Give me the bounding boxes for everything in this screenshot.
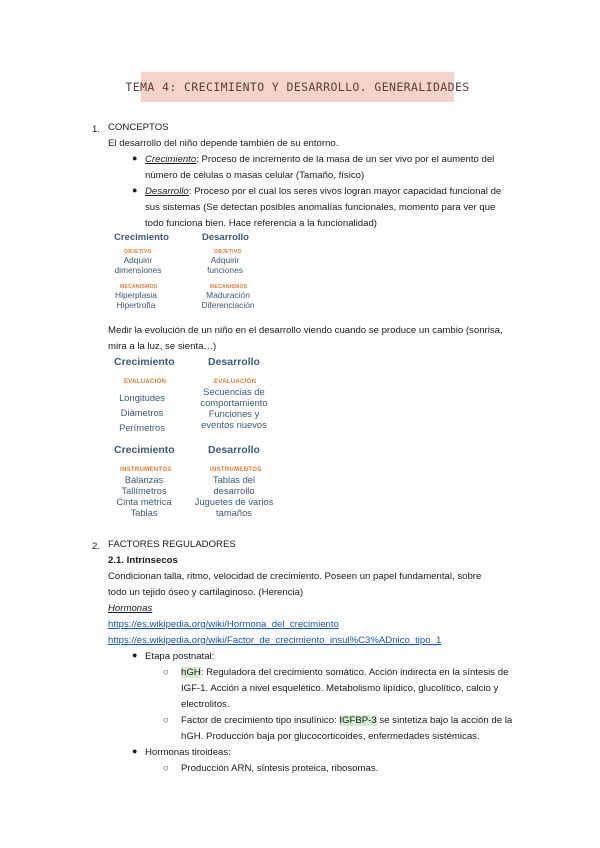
diagram-head-crecimiento: Crecimiento (114, 356, 175, 368)
diagram-line: Hiperplasia (115, 290, 157, 300)
diagram-tag: OBJETIVO (214, 249, 242, 255)
diagram-objetivo-mecanismos (112, 230, 282, 318)
diagram-cell (112, 290, 160, 310)
diagram-tag: MECANISMOS (210, 284, 248, 290)
bullet-desarrollo (145, 184, 501, 200)
bullet-icon: ● (132, 650, 138, 660)
def-line: todo funciona bien. Hace referencia a la funcionalidad) (145, 218, 378, 229)
bullet-crecimiento (145, 152, 494, 168)
term-sep: : (196, 154, 199, 165)
diagram-tag: INSTRUMENTOS (120, 467, 172, 473)
paragraph: Condicionan talla, ritmo, velocidad de crecimiento. Poseen un papel fundamental, sobre (108, 571, 482, 582)
diagram-cell (112, 390, 172, 435)
term-sep: : (188, 186, 192, 197)
def-line: sus sistemas (Se detectan posibles anomalías funcionales, momento para ver que (145, 202, 496, 213)
hgh-line (181, 665, 508, 681)
bullet-icon: ● (132, 746, 138, 756)
diagram-line: Cinta métrica (116, 496, 172, 507)
diagram-line: Diámetros (120, 407, 164, 418)
diagram-cell (112, 474, 176, 518)
diagram-line: Funciones y (208, 408, 260, 419)
paragraph: todo un tejido óseo y cartilaginoso. (Herencia) (108, 587, 304, 598)
def-line: número de células o masas celular (Tamaño, físico) (145, 170, 365, 181)
diagram-cell (198, 386, 270, 430)
diagram-line: Secuencias de (203, 386, 265, 397)
measure-text: mira a la luz, se sienta…) (108, 341, 217, 352)
section-heading: FACTORES REGULADORES (108, 539, 236, 550)
arn-text: Producción ARN, síntesis proteica, ribosomas. (181, 763, 379, 774)
title-banner (125, 72, 470, 102)
measure-text: Medir la evolución de un niño en el desarrollo viendo cuando se produce un cambio (sonrisa, (108, 325, 503, 336)
bullet-icon: ● (132, 185, 138, 195)
circle-bullet-icon: ○ (163, 763, 169, 774)
section-number: 2. (92, 541, 101, 552)
diagram-line: Perímetros (119, 422, 165, 433)
diagram-head-crecimiento: Crecimiento (114, 232, 169, 243)
diagram-line: tamaños (216, 507, 252, 518)
diagram-line: Diferenciación (201, 300, 255, 310)
diagram-tag: EVALUACIÓN (124, 379, 167, 385)
page-title: TEMA 4: CRECIMIENTO Y DESARROLLO. GENERALIDADES (125, 80, 470, 94)
diagram-line: comportamiento (200, 397, 268, 408)
diagram-head-desarrollo: Desarrollo (202, 232, 249, 243)
diagram-tag: EVALUACIÓN (214, 379, 257, 385)
hgh-text: electrolitos. (181, 699, 230, 710)
def-line: Proceso por el cual los seres vivos logran mayor capacidad funcional de (191, 186, 502, 197)
igf-text: se sintetiza bajo la acción de la (376, 715, 513, 726)
igf-line (181, 713, 512, 729)
diagram-line: dimensiones (114, 265, 162, 275)
term-crecimiento: Crecimiento (145, 154, 197, 165)
diagram-head-crecimiento: Crecimiento (114, 444, 175, 456)
diagram-head-desarrollo: Desarrollo (208, 356, 260, 368)
hgh-text: IGF-1. Acción a nivel esquelético. Metabolismo lipídico, glucolítico, calcio y (181, 683, 499, 694)
hormonas-label: Hormonas (108, 603, 153, 614)
diagram-head-desarrollo: Desarrollo (208, 444, 260, 456)
section-number: 1. (92, 124, 101, 135)
diagram-line: eventos nuevos (201, 419, 267, 430)
subsection-heading: 2.1. Intrínsecos (108, 555, 178, 566)
tiroideas-label: Hormonas tiroideas: (145, 747, 231, 758)
def-line: Proceso de incremento de la masa de un ser vivo por el aumento del (198, 154, 495, 165)
etapa-label: Etapa postnatal: (145, 651, 215, 662)
diagram-evaluacion-instrumentos (112, 352, 282, 524)
diagram-line: Balanzas (124, 474, 164, 485)
diagram-line: Tablas (130, 507, 158, 518)
diagram-line: Adquirir (123, 255, 153, 265)
bullet-icon: ● (132, 153, 138, 163)
diagram-line: Hipertrofia (116, 300, 156, 310)
diagram-tag: MECANISMOS (120, 284, 158, 290)
circle-bullet-icon: ○ (163, 715, 169, 726)
diagram-tag: OBJETIVO (124, 249, 152, 255)
term-desarrollo: Desarrollo (145, 186, 189, 197)
hgh-text: : Reguladora del crecimiento somático. Acción indirecta en la síntesis de (200, 667, 509, 678)
link-hormona-crecimiento[interactable]: https://es.wikipedia.org/wiki/Hormona_del_crecimiento (108, 619, 339, 630)
diagram-line: Longitudes (119, 392, 165, 403)
diagram-line: desarrollo (213, 485, 255, 496)
diagram-line: funciones (207, 265, 243, 275)
section-heading: CONCEPTOS (108, 122, 169, 133)
intro-text: El desarrollo del niño depende también de su entorno. (108, 138, 339, 149)
diagram-cell (112, 255, 164, 275)
diagram-cell (200, 255, 250, 275)
diagram-cell (192, 474, 276, 518)
diagram-line: Tablas del (212, 474, 256, 485)
hgh-term: hGH (181, 667, 201, 678)
circle-bullet-icon: ○ (163, 667, 169, 678)
igf-text: hGH. Producción baja por glucocorticoides, enfermedades sistémicas. (181, 731, 480, 742)
diagram-line: Tallímetros (121, 485, 167, 496)
diagram-cell (198, 290, 258, 310)
igf-term: IGFBP-3 (339, 715, 377, 726)
diagram-line: Maduración (206, 290, 250, 300)
diagram-line: Adquirir (210, 255, 240, 265)
diagram-line: Juguetes de varios (194, 496, 274, 507)
igf-text: Factor de crecimiento tipo insulínico: (181, 715, 340, 726)
link-factor-crecimiento[interactable]: https://es.wikipedia.org/wiki/Factor_de_crecimiento_insul%C3%ADnico_tipo_1 (108, 635, 442, 646)
diagram-tag: INSTRUMENTOS (210, 467, 262, 473)
